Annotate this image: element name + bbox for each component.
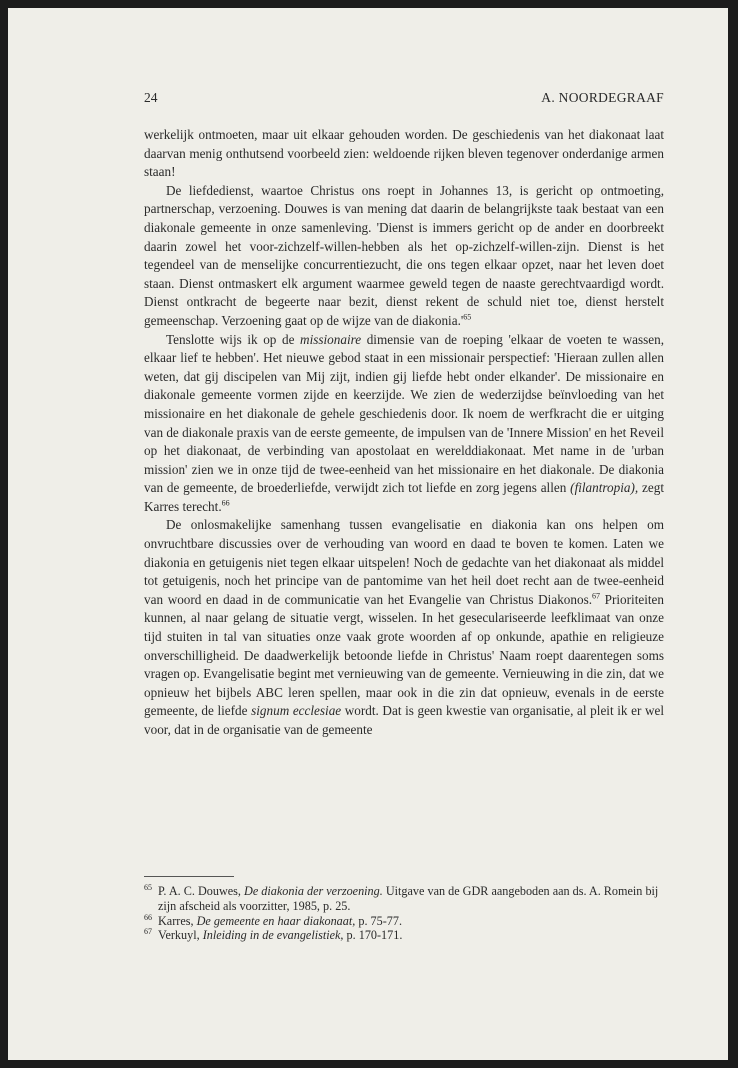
text-run: Uitgave van de GDR aangeboden aan ds. A. Romein bij zijn afscheid als voorzitter, 1985, p. 25.: [158, 884, 659, 913]
text-run: p. 170-171.: [343, 928, 403, 943]
text-run: zegt Karres terecht.: [144, 480, 664, 514]
running-header: [144, 90, 664, 110]
footnote-ref: 65: [463, 312, 472, 322]
italic-text: missionaire: [300, 331, 362, 347]
text-run: Tenslotte wijs ik op de: [166, 331, 301, 347]
body-text: [144, 126, 664, 740]
text-run: Karres,: [158, 913, 197, 928]
running-head-author: A. NOORDEGRAAF: [541, 90, 664, 105]
footnote-ref: 66: [221, 498, 230, 508]
footnote-divider: [144, 876, 234, 877]
text-run: Prioriteiten kunnen, al naar gelang de situatie vergt, wisselen. In het geseculariseerde leefklimaat van onze tijd stuiten in tal van situaties onze vaak grote woorden af op onkunde, apathie en religieuze onverschilligheid. De daadwerkelijk betoonde liefde in Christus' Naam roept daarentegen soms vragen op. Evangelisatie begint met vernieuwing van de gemeente. Vernieuwing in die zin, dat we opnieuw het bijbels ABC leren spellen, maar ook in die zin dat opnieuw, evenals in de eerste gemeente, de liefde: [144, 591, 664, 719]
text-run: dimensie van de roeping 'elkaar de voeten te wassen, elkaar lief te hebben'. Het nieuwe gebod staat in een missionair perspectief: 'Hieraan zullen allen weten, dat gij discipelen van Mij zijt, indien gij liefde hebt onder elkander'. De missionaire en diakonale gemeente vormen zijde en keerzijde. We zien de wederzijdse beïnvloeding van het missionaire en het diakonale de gehele geschiedenis door. Ik noem de werfkracht die er uitging van de diakonale praxis van de eerste gemeente, de impulsen van de 'Innere Mission' en het Reveil op het diakonaat, de verbinding van apostolaat en werelddiakonaat. Met name in de 'urban mission' zien we in onze tijd de twee-eenheid van het missionaire en het diakonale. De diakonia van de gemeente, de broederliefde, verwijdt zich tot liefde en zorg jegens allen: [144, 331, 665, 496]
footnotes: [144, 884, 664, 943]
text-run: Verkuyl,: [158, 928, 203, 943]
paragraph: [144, 182, 664, 331]
italic-text: Inleiding in de evangelistiek,: [202, 928, 344, 943]
footnote: $^{66}$ Karres, De gemeente en haar diakonaat, p. 75-77.: [144, 912, 403, 928]
text-run: werkelijk ontmoeten, maar uit elkaar gehouden worden. De geschiedenis van het diakonaat laat daarvan menig onthutsend voorbeeld zien: weldoende rijken bleven tegenover onderdanige armen staan!: [144, 127, 664, 180]
italic-text: De gemeente en haar diakonaat,: [196, 913, 356, 928]
paragraph: [144, 516, 664, 739]
text-run: De onlosmakelijke samenhang tussen evangelisatie en diakonia kan ons helpen om onvruchtbare discussies over de verhouding van woord en daad te boven te komen. Laten we diakonia en getuigenis niet tegen elkaar uitspelen! Noch de gedachte van het diakonaat als middel tot getuigenis, noch het principe van de pantomime van het heil doet recht aan de twee-eenheid van woord en daad in de communicatie van het Evangelie van Christus Diakonos.: [144, 517, 664, 607]
text-run: P. A. C. Douwes,: [158, 884, 245, 898]
paragraph: [144, 126, 664, 182]
italic-text: (filantropia),: [570, 480, 639, 496]
text-run: p. 75-77.: [355, 913, 403, 928]
page-number: 24: [144, 90, 158, 105]
italic-text: De diakonia der verzoening.: [244, 884, 383, 898]
text-run: De liefdedienst, waartoe Christus ons roept in Johannes 13, is gericht op ontmoeting, partnerschap, verzoening. Douwes is van mening dat daarin de belangrijkste taak bestaat van een diakonale gemeente in onze samenleving. 'Dienst is immers gericht op de ander en doorbreekt daarin zowel het voor-zichzelf-willen-hebben als het op-zichzelf-willen-zijn. Dienst is het tegendeel van de menselijke concurrentiezucht, die ons tegen elkaar opzet, naar het leven doet staan. Dienst ontmaskert elk argument waarmee geweld tegen de naaste gerechtvaardigd wordt. Dienst ontkracht de begeerte naar bezit, dienst rekent de schuld niet toe, dienst herstelt gemeenschap. Verzoening gaat op de wijze van de diakonia.': [144, 182, 664, 328]
book-page: [8, 8, 728, 1060]
footnote: $^{67}$ Verkuyl, Inleiding in de evangelistiek, p. 170-171.: [144, 927, 403, 943]
text-run: wordt. Dat is geen kwestie van organisatie, al pleit ik er wel voor, dat in de organisatie van de gemeente: [144, 703, 664, 737]
footnote: $^{65}$ P. A. C. Douwes, De diakonia der verzoening. Uitgave van de GDR aangeboden aan ds. A. Romein bij zijn afscheid als voorzitter, 1985, p. 25.: [144, 882, 659, 913]
footnote-ref: 67: [592, 591, 601, 601]
paragraph: [144, 331, 664, 517]
italic-text: signum ecclesiae: [251, 703, 342, 719]
